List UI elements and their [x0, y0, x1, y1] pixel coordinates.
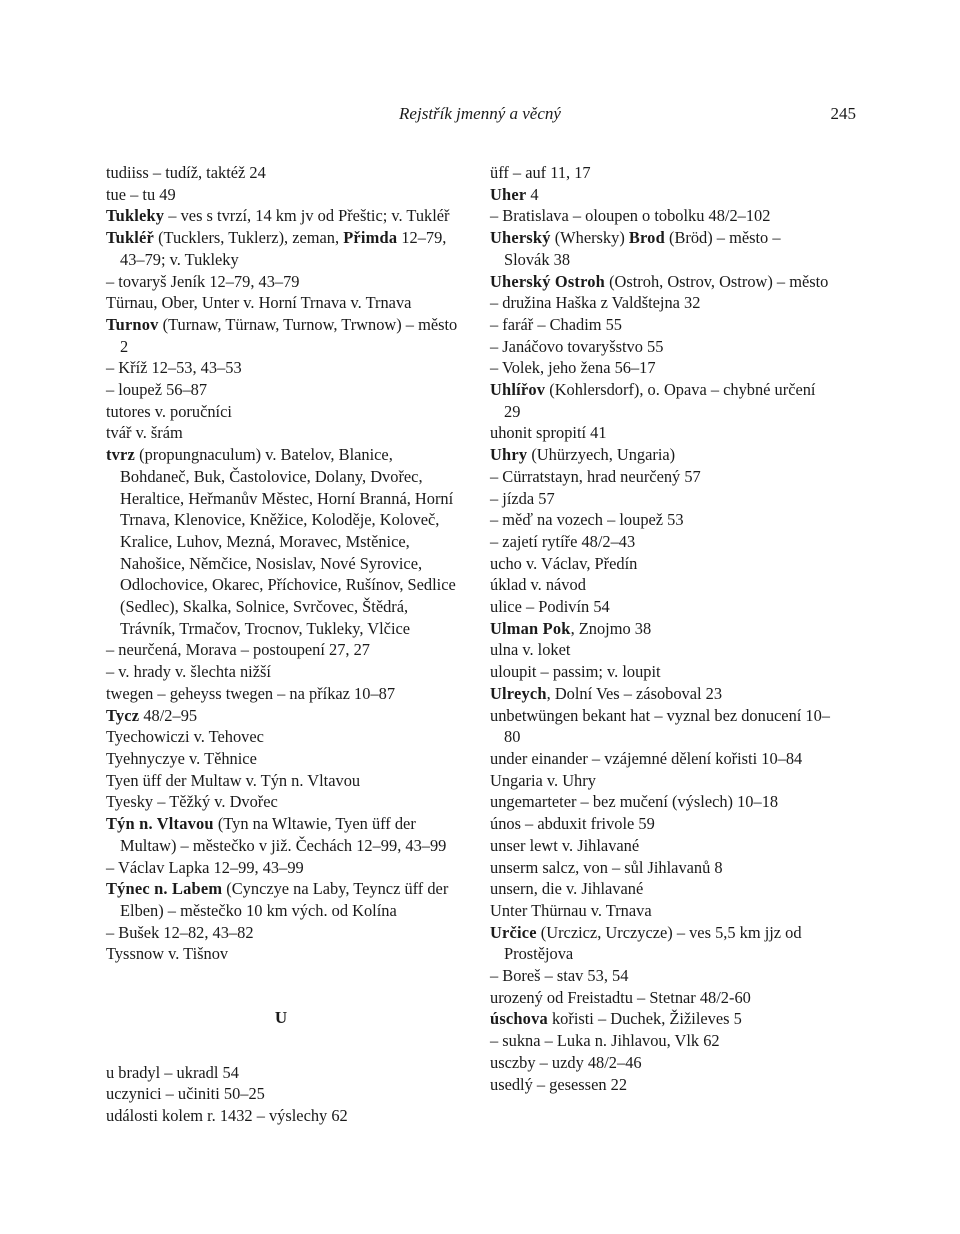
headword: Uherský Ostroh — [490, 271, 605, 291]
entry-text: (Tucklers, Tuklerz), zeman, — [153, 228, 344, 248]
entry-text: – jízda 57 — [490, 488, 555, 508]
index-entry — [490, 922, 830, 965]
index-entry — [490, 509, 830, 531]
entry-text: üff – auf 11, 17 — [490, 163, 591, 182]
index-entry — [490, 205, 830, 227]
entry-text: – tovaryš Jeník 12–79, 43–79 — [106, 271, 300, 291]
headword: úschova — [490, 1009, 548, 1029]
index-entry — [490, 357, 830, 379]
index-entry — [490, 618, 830, 640]
index-entry — [490, 596, 830, 618]
index-entry — [106, 922, 466, 944]
entry-text: , Znojmo 38 — [570, 618, 652, 638]
index-entry — [106, 357, 466, 379]
entry-text: ungemarteter – bez mučení (výslech) 10–18 — [490, 792, 779, 812]
index-entry — [490, 835, 830, 857]
index-entry — [490, 184, 830, 206]
index-entry — [490, 444, 830, 466]
entry-text: , Dolní Ves – zásoboval 23 — [546, 683, 723, 703]
entry-text: kořisti – Duchek, Žižileves 5 — [547, 1009, 742, 1029]
index-entry — [490, 292, 830, 314]
index-entry — [490, 422, 830, 444]
entry-text: uhonit spropití 41 — [490, 423, 607, 443]
index-entry — [490, 227, 830, 270]
index-entry — [106, 184, 466, 206]
entry-text: uczynici – učiniti 50–25 — [106, 1084, 265, 1104]
entry-text: ulice – Podivín 54 — [490, 597, 610, 617]
entry-text: Tyehnyczye v. Těhnice — [106, 748, 257, 768]
index-entry — [490, 857, 830, 879]
index-entry — [106, 639, 466, 661]
entry-text: – Kříž 12–53, 43–53 — [106, 358, 242, 378]
entry-text: Unter Thürnau v. Trnava — [490, 900, 652, 920]
entry-text: únos – abduxit frivole 59 — [490, 814, 655, 834]
index-entry — [490, 574, 830, 596]
entry-text: usedlý – gesessen 22 — [490, 1074, 628, 1094]
index-entry — [106, 748, 466, 770]
index-entry — [106, 205, 466, 227]
entry-text: události kolem r. 1432 – výslechy 62 — [106, 1106, 348, 1126]
entry-text: – ves s tvrzí, 14 km jv od Přeštic; v. Tukléř — [164, 206, 450, 226]
entry-text: (Turnaw, Türnaw, Turnow, Trwnow) – město 2 — [120, 314, 458, 356]
index-entry — [106, 271, 466, 293]
index-entry — [106, 943, 466, 965]
entry-text: Tyen üff der Multaw v. Týn n. Vltavou — [106, 770, 361, 790]
entry-text: (Whersky) — [550, 228, 629, 248]
entry-text: under einander – vzájemné dělení kořisti 10–84 — [490, 748, 803, 768]
index-entry — [490, 1008, 830, 1030]
entry-text: – Bratislava – oloupen o tobolku 48/2–102 — [490, 206, 771, 226]
entry-text: tue – tu 49 — [106, 184, 176, 204]
index-entry — [106, 1062, 466, 1084]
running-title: Rejstřík jmenný a věcný — [399, 104, 561, 123]
entry-text: urozený od Freistadtu – Stetnar 48/2-60 — [490, 987, 751, 1007]
headword: Týnec n. Labem — [106, 879, 223, 899]
section-letter: U — [274, 1008, 288, 1028]
entry-text: Tyechowiczi v. Tehovec — [106, 727, 264, 747]
entry-text: unbetwüngen bekant hat – vyznal bez donucení 10–80 — [490, 705, 831, 747]
index-entry — [106, 314, 466, 357]
entry-text: 12–79, 43–79; v. Tukleky — [120, 228, 447, 269]
entry-text: – Václav Lapka 12–99, 43–99 — [106, 857, 304, 877]
entry-text: Türnau, Ober, Unter v. Horní Trnava v. Trnava — [106, 293, 412, 313]
index-entry — [106, 726, 466, 748]
index-entry — [106, 661, 466, 683]
index-entry — [106, 770, 466, 792]
index-entry — [106, 292, 466, 314]
entry-text: (Tyn na Wltawie, Tyen üff der Multaw) – městečko v již. Čechách 12–99, 43–99 — [120, 814, 447, 855]
index-entry — [490, 488, 830, 510]
headword: tvrz — [106, 445, 136, 465]
index-entry — [490, 748, 830, 770]
index-entry — [490, 900, 830, 922]
entry-text: ulna v. loket — [490, 640, 571, 660]
entry-text: (Cynczye na Laby, Teyncz üff der Elben) – městečko 10 km vých. od Kolína — [120, 879, 449, 920]
index-entry — [490, 162, 830, 184]
entry-text: – Cürratstayn, hrad neurčený 57 — [490, 466, 701, 486]
entry-text: tutores v. poručníci — [106, 401, 232, 421]
index-entry — [106, 857, 466, 879]
entry-text: – farář – Chadim 55 — [490, 314, 622, 334]
entry-text: – Volek, jeho žena 56–17 — [490, 358, 656, 378]
entry-text: – měď na vozech – loupež 53 — [490, 510, 684, 530]
entry-text: – Boreš – stav 53, 54 — [490, 966, 629, 986]
headword: Tycz — [106, 705, 140, 725]
headword: Ulreych — [490, 683, 547, 703]
headword: Ulman Pok — [490, 618, 571, 638]
entries-t — [106, 162, 466, 965]
entry-text: – v. hrady v. šlechta nižší — [106, 662, 271, 682]
entry-text: (Uhürzyech, Ungaria) — [527, 445, 676, 465]
entry-text: tudiiss – tudíž, taktéž 24 — [106, 163, 266, 182]
headword: Turnov — [106, 314, 159, 334]
entries-u-continued — [490, 162, 830, 1095]
entry-text: twegen – geheyss twegen – na příkaz 10–87 — [106, 683, 396, 703]
index-entry — [490, 553, 830, 575]
headword: Určice — [490, 922, 537, 942]
index-entry — [490, 1030, 830, 1052]
index-entry — [490, 965, 830, 987]
index-entry — [490, 379, 830, 422]
entry-text: unser lewt v. Jihlavané — [490, 835, 640, 855]
entry-text: tvář v. šrám — [106, 423, 183, 443]
entry-text: – družina Haška z Valdštejna 32 — [490, 293, 701, 313]
entry-text: – neurčená, Morava – postoupení 27, 27 — [106, 640, 371, 660]
index-entry — [490, 466, 830, 488]
entry-text: – loupež 56–87 — [106, 380, 208, 400]
index-entry — [490, 987, 830, 1009]
index-entry — [106, 683, 466, 705]
headword: Uhry — [490, 445, 528, 465]
index-entry — [490, 531, 830, 553]
headword: Uherský — [490, 228, 551, 248]
index-entry — [106, 705, 466, 727]
entry-text: (Urczicz, Urczycze) – ves 5,5 km jjz od Prostějova — [504, 922, 802, 964]
index-entry — [490, 639, 830, 661]
index-entry — [490, 661, 830, 683]
entry-text: (Bröd) – město – Slovák 38 — [504, 228, 781, 269]
entries-u — [106, 1062, 466, 1127]
entry-text: uloupit – passim; v. loupit — [490, 662, 661, 682]
index-entry — [106, 227, 466, 270]
index-entry — [490, 314, 830, 336]
entry-text: úklad v. návod — [490, 575, 586, 595]
index-entry — [106, 401, 466, 423]
headword: Týn n. Vltavou — [106, 814, 214, 834]
index-entry — [490, 336, 830, 358]
entry-text: – sukna – Luka n. Jihlavou, Vlk 62 — [490, 1031, 720, 1051]
index-entry — [490, 878, 830, 900]
index-entry — [490, 770, 830, 792]
entry-text: 48/2–95 — [139, 705, 198, 725]
index-entry — [106, 813, 466, 856]
index-entry — [106, 162, 466, 184]
index-entry — [490, 271, 830, 293]
index-entry — [490, 813, 830, 835]
index-entry — [106, 444, 466, 639]
entry-text: ucho v. Václav, Předín — [490, 553, 638, 573]
entry-text: Tyesky – Těžký v. Dvořec — [106, 792, 278, 812]
entry-text: – Bušek 12–82, 43–82 — [106, 922, 254, 942]
entry-text: (propungnaculum) v. Batelov, Blanice, Bohdaneč, Buk, Častolovice, Dolany, Dvořec, Heraltice, Heřmanův Městec, Horní Branná, Horní Trnava, Klenovice, Kněžice, Koloděje, Koloveč, Kralice, Luhov, Mezná, Moravec, Mstěnice, Nahošice, Němčice, Nosislav, Nové Syrovice, Odlochovice, Okarec, Příchovice, Rušínov, Sedlice (Sedlec), Skalka, Solnice, Svrčovec, Štědrá, Trávník, Trmačov, Trocnov, Tukleky, Vlčice — [120, 445, 456, 638]
index-entry — [490, 705, 830, 748]
headword: Tukleky — [106, 206, 165, 226]
index-column-right — [490, 162, 830, 1095]
entry-text: unserm salcz, von – sůl Jihlavanů 8 — [490, 857, 723, 877]
index-entry — [106, 1083, 466, 1105]
index-entry — [490, 1052, 830, 1074]
page-header — [0, 104, 960, 128]
index-entry — [490, 791, 830, 813]
index-entry — [490, 683, 830, 705]
index-entry — [490, 1074, 830, 1096]
entry-text: unsern, die v. Jihlavané — [490, 879, 644, 899]
page-number: 245 — [830, 104, 856, 123]
entry-text: – zajetí rytíře 48/2–43 — [490, 531, 636, 551]
entry-text: 4 — [526, 184, 539, 204]
headword: Přimda — [343, 228, 398, 248]
entry-text: (Kohlersdorf), o. Opava – chybné určení 29 — [504, 380, 816, 421]
index-entry — [106, 1105, 466, 1127]
index-column-left — [106, 162, 466, 1127]
entry-text: usczby – uzdy 48/2–46 — [490, 1052, 642, 1072]
entry-text: Ungaria v. Uhry — [490, 770, 596, 790]
headword: Brod — [628, 228, 665, 248]
index-entry — [106, 379, 466, 401]
entry-text: (Ostroh, Ostrov, Ostrow) – město — [604, 271, 829, 291]
index-entry — [106, 878, 466, 921]
entry-text: u bradyl – ukradl 54 — [106, 1062, 239, 1082]
index-entry — [106, 791, 466, 813]
entry-text: – Janáčovo tovaryšstvo 55 — [490, 336, 664, 356]
headword: Uher — [490, 184, 527, 204]
headword: Tukléř — [106, 228, 154, 248]
headword: Uhlířov — [490, 380, 546, 400]
entry-text: Tyssnow v. Tišnov — [106, 944, 229, 964]
index-entry — [106, 422, 466, 444]
